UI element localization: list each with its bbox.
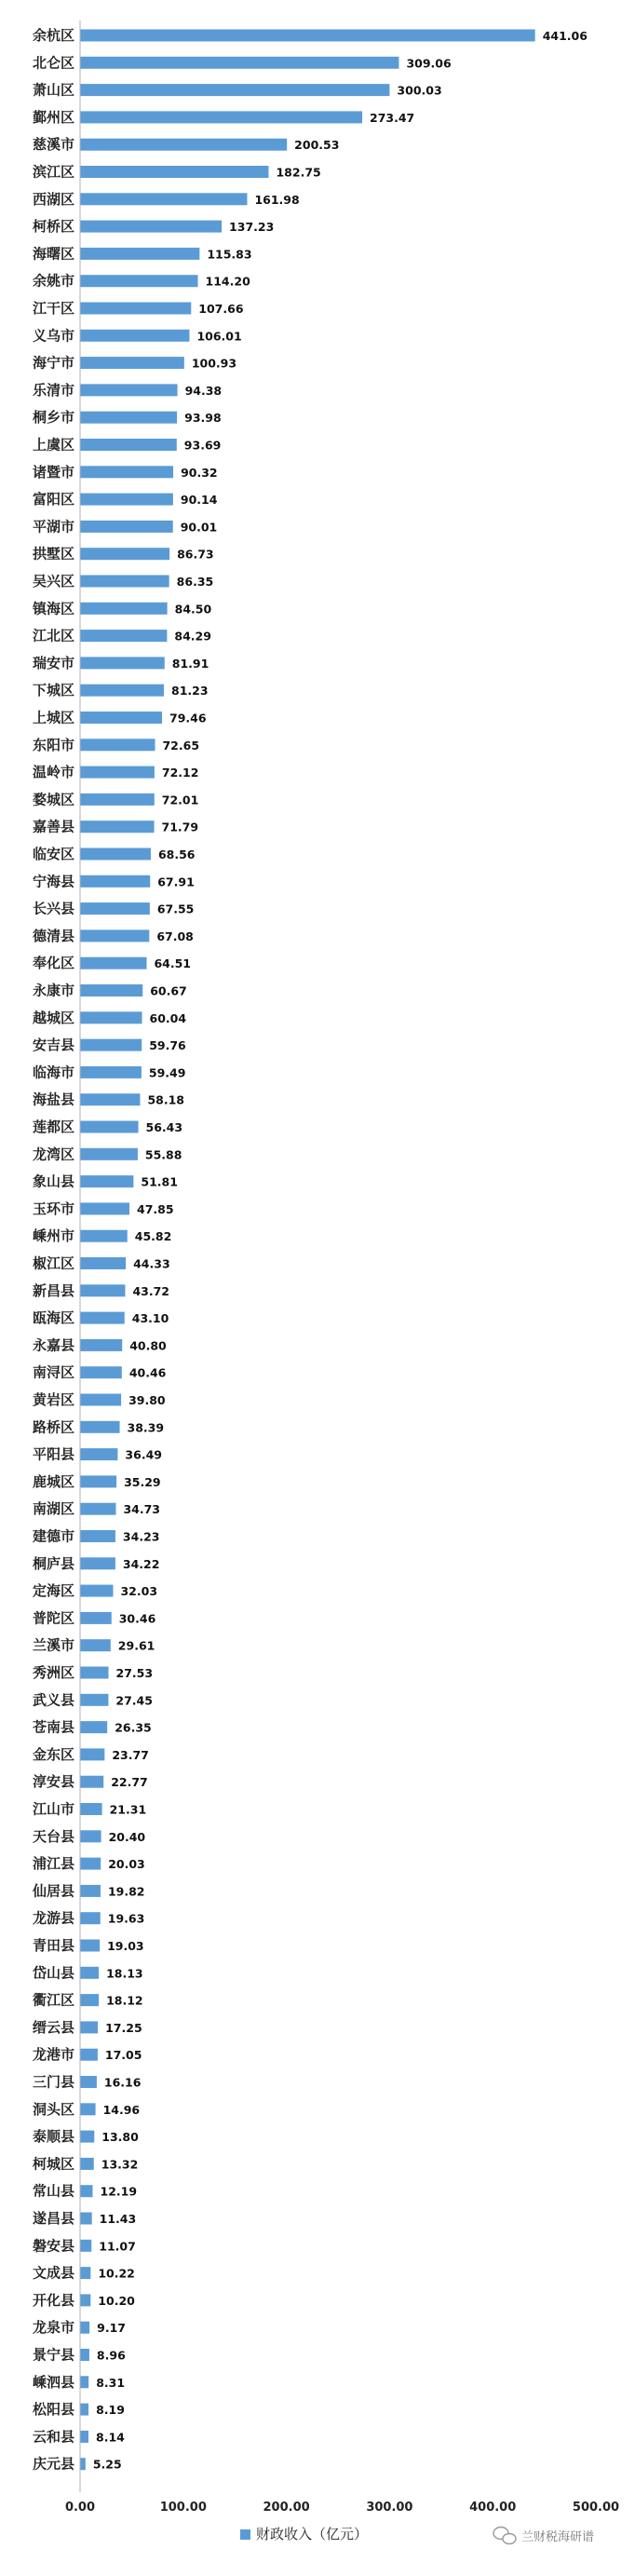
category-label: 嵊泗县 bbox=[32, 2373, 74, 2391]
category-label: 瑞安市 bbox=[32, 654, 74, 671]
value-label: 59.76 bbox=[149, 1038, 186, 1053]
category-label: 庆元县 bbox=[32, 2455, 74, 2473]
category-label: 龙泉市 bbox=[32, 2319, 74, 2337]
category-label: 建德市 bbox=[32, 1527, 74, 1545]
category-label: 永康市 bbox=[32, 982, 74, 999]
bar bbox=[80, 221, 222, 233]
bar bbox=[80, 166, 268, 178]
bar bbox=[80, 139, 287, 151]
value-label: 68.56 bbox=[157, 847, 196, 861]
value-label: 13.80 bbox=[101, 2130, 139, 2145]
x-axis-ticks bbox=[65, 2501, 619, 2515]
bar bbox=[80, 2240, 91, 2252]
bar bbox=[80, 984, 142, 997]
value-label: 161.98 bbox=[254, 192, 300, 207]
category-label: 常山县 bbox=[32, 2182, 74, 2200]
value-label: 19.63 bbox=[107, 1911, 145, 1926]
category-label: 黄岩区 bbox=[32, 1391, 74, 1408]
value-label: 29.61 bbox=[117, 1638, 155, 1653]
value-label: 43.72 bbox=[132, 1283, 169, 1298]
category-label: 松阳县 bbox=[32, 2401, 74, 2419]
category-label: 玉环市 bbox=[32, 1200, 74, 1217]
category-label: 越城区 bbox=[32, 1009, 74, 1026]
bar bbox=[80, 84, 389, 96]
bar bbox=[80, 1530, 115, 1542]
value-label: 9.17 bbox=[97, 2321, 127, 2336]
value-label: 43.10 bbox=[131, 1311, 169, 1326]
bar bbox=[80, 2103, 96, 2115]
value-label: 107.66 bbox=[198, 302, 244, 316]
bar bbox=[80, 2267, 90, 2279]
category-label: 柯城区 bbox=[32, 2155, 74, 2173]
value-label: 86.35 bbox=[176, 575, 214, 589]
bar bbox=[80, 1721, 107, 1733]
bar bbox=[80, 603, 168, 615]
value-label: 60.04 bbox=[149, 1010, 187, 1025]
bar bbox=[80, 330, 189, 342]
value-label: 8.31 bbox=[96, 2375, 126, 2390]
category-label: 海宁市 bbox=[32, 354, 74, 372]
category-label: 上虞区 bbox=[32, 436, 74, 454]
bar bbox=[80, 303, 191, 315]
bar bbox=[80, 1776, 103, 1788]
category-label: 上城区 bbox=[32, 709, 74, 726]
watermark-text: 兰财税海研谱 bbox=[521, 2530, 595, 2544]
legend-label: 财政收入（亿元） bbox=[256, 2526, 369, 2542]
category-label: 永嘉县 bbox=[32, 1336, 74, 1354]
bar bbox=[80, 1312, 125, 1324]
bar bbox=[80, 275, 198, 287]
category-label: 南湖区 bbox=[32, 1500, 74, 1518]
category-label: 瓯海区 bbox=[32, 1309, 74, 1327]
bar bbox=[80, 2021, 98, 2033]
value-label: 5.25 bbox=[92, 2457, 122, 2472]
value-label: 26.35 bbox=[115, 1720, 152, 1735]
category-label: 鹿城区 bbox=[32, 1472, 74, 1490]
bar bbox=[80, 521, 173, 533]
value-label: 40.46 bbox=[128, 1365, 167, 1380]
value-label: 11.43 bbox=[99, 2212, 137, 2226]
bar bbox=[80, 193, 247, 205]
category-label: 江北区 bbox=[32, 627, 74, 644]
value-label: 71.79 bbox=[161, 820, 199, 834]
value-label: 67.55 bbox=[156, 902, 195, 916]
value-label: 30.46 bbox=[118, 1611, 156, 1626]
bar bbox=[80, 548, 169, 560]
bar bbox=[80, 1339, 122, 1351]
value-label: 22.77 bbox=[111, 1775, 148, 1790]
value-label: 182.75 bbox=[276, 165, 321, 180]
bar bbox=[80, 494, 173, 506]
wechat-icon bbox=[493, 2528, 516, 2544]
category-label: 平湖市 bbox=[32, 518, 74, 536]
value-label: 441.06 bbox=[542, 29, 588, 43]
value-label: 137.23 bbox=[229, 220, 275, 235]
bar bbox=[80, 630, 167, 642]
bar bbox=[80, 1858, 101, 1870]
category-label: 海盐县 bbox=[32, 1091, 74, 1108]
x-tick-label: 0.00 bbox=[64, 2501, 96, 2515]
category-label: 鄞州区 bbox=[32, 108, 74, 126]
value-label: 58.18 bbox=[147, 1092, 185, 1107]
category-label: 兰溪市 bbox=[32, 1636, 74, 1654]
value-label: 8.96 bbox=[96, 2348, 126, 2363]
category-label: 龙游县 bbox=[32, 1909, 74, 1927]
category-label: 缙云县 bbox=[32, 2018, 74, 2036]
bar bbox=[80, 766, 155, 779]
bar bbox=[80, 2431, 88, 2443]
value-label: 84.29 bbox=[174, 629, 211, 644]
value-label: 300.03 bbox=[397, 83, 442, 98]
value-label: 200.53 bbox=[294, 138, 340, 153]
bar bbox=[80, 2213, 92, 2225]
category-label: 拱墅区 bbox=[32, 545, 74, 563]
category-label: 婺城区 bbox=[32, 791, 74, 808]
category-label: 浦江县 bbox=[32, 1855, 74, 1873]
bar bbox=[80, 657, 165, 669]
watermark bbox=[493, 2528, 594, 2545]
value-label: 36.49 bbox=[125, 1447, 162, 1462]
bar bbox=[80, 2404, 88, 2416]
bar bbox=[80, 1230, 128, 1242]
bar bbox=[80, 1448, 117, 1460]
value-label: 19.03 bbox=[107, 1939, 144, 1953]
value-label: 47.85 bbox=[137, 1201, 174, 1216]
category-labels bbox=[32, 27, 74, 2473]
value-label: 8.14 bbox=[96, 2430, 125, 2445]
category-label: 金东区 bbox=[32, 1745, 74, 1763]
bar bbox=[80, 1885, 101, 1897]
bar bbox=[80, 2049, 98, 2061]
bar bbox=[80, 2131, 94, 2143]
bar bbox=[80, 1694, 108, 1706]
value-label: 20.40 bbox=[108, 1829, 146, 1844]
bar bbox=[80, 57, 399, 69]
bar bbox=[80, 1940, 100, 1952]
value-label: 72.01 bbox=[161, 793, 199, 807]
category-label: 新昌县 bbox=[32, 1281, 74, 1299]
bar bbox=[80, 439, 177, 451]
value-label: 64.51 bbox=[154, 956, 192, 971]
bar bbox=[80, 1830, 101, 1842]
value-label: 11.07 bbox=[99, 2239, 136, 2254]
bar bbox=[80, 1967, 99, 1979]
bar bbox=[80, 1148, 138, 1160]
bar bbox=[80, 2076, 97, 2088]
value-label: 81.91 bbox=[171, 656, 209, 671]
category-label: 临安区 bbox=[32, 846, 74, 862]
value-label: 17.05 bbox=[104, 2048, 142, 2063]
category-label: 三门县 bbox=[32, 2073, 74, 2091]
category-label: 象山县 bbox=[32, 1173, 74, 1190]
bar bbox=[80, 1639, 111, 1651]
category-label: 安吉县 bbox=[32, 1037, 74, 1054]
value-label: 39.80 bbox=[128, 1393, 166, 1407]
category-label: 磐安县 bbox=[32, 2237, 74, 2255]
bar bbox=[80, 412, 177, 424]
bar bbox=[80, 1994, 99, 2006]
bar bbox=[80, 1394, 121, 1406]
x-tick-label: 400.00 bbox=[469, 2501, 517, 2515]
value-label: 23.77 bbox=[112, 1747, 149, 1762]
value-label: 21.31 bbox=[109, 1802, 147, 1817]
bar bbox=[80, 1011, 142, 1024]
value-label: 94.38 bbox=[184, 383, 223, 398]
value-label: 90.14 bbox=[180, 493, 218, 508]
bar bbox=[80, 1557, 115, 1569]
category-label: 长兴县 bbox=[32, 900, 74, 917]
bar bbox=[80, 685, 164, 697]
bar bbox=[80, 2458, 86, 2470]
category-label: 义乌市 bbox=[32, 327, 74, 345]
category-label: 临海市 bbox=[32, 1064, 74, 1081]
value-label: 18.12 bbox=[106, 1993, 143, 2008]
value-label: 38.39 bbox=[127, 1420, 165, 1435]
category-label: 南浔区 bbox=[32, 1363, 74, 1381]
legend bbox=[240, 2526, 368, 2542]
value-label: 60.67 bbox=[150, 983, 187, 998]
category-label: 龙港市 bbox=[32, 2046, 74, 2064]
category-label: 镇海区 bbox=[32, 600, 74, 617]
value-label: 27.45 bbox=[115, 1693, 153, 1708]
category-label: 江干区 bbox=[32, 300, 74, 317]
value-label: 45.82 bbox=[134, 1229, 172, 1244]
category-label: 下城区 bbox=[32, 682, 74, 699]
category-label: 仙居县 bbox=[32, 1882, 74, 1900]
bar bbox=[80, 1803, 102, 1815]
bar bbox=[80, 466, 173, 478]
value-label: 20.03 bbox=[108, 1857, 145, 1872]
value-label: 51.81 bbox=[141, 1174, 178, 1189]
bar bbox=[80, 111, 362, 123]
bar bbox=[80, 739, 155, 751]
value-label: 17.25 bbox=[105, 2020, 142, 2035]
bar bbox=[80, 1475, 116, 1487]
category-label: 北仑区 bbox=[32, 54, 74, 72]
value-label: 106.01 bbox=[196, 329, 242, 344]
value-label: 100.93 bbox=[191, 356, 237, 371]
category-label: 云和县 bbox=[32, 2428, 74, 2446]
category-label: 岱山县 bbox=[32, 1964, 74, 1982]
bar bbox=[80, 1503, 115, 1515]
bar bbox=[80, 902, 150, 915]
bars-layer bbox=[80, 30, 535, 2471]
value-label: 90.32 bbox=[181, 465, 218, 480]
value-label: 93.69 bbox=[183, 438, 222, 453]
category-label: 德清县 bbox=[32, 927, 74, 944]
category-label: 富阳区 bbox=[32, 491, 74, 508]
value-label: 10.20 bbox=[98, 2293, 135, 2308]
value-label: 34.23 bbox=[122, 1529, 160, 1544]
bar bbox=[80, 712, 162, 724]
bar bbox=[80, 2185, 93, 2197]
category-label: 洞头区 bbox=[32, 2100, 74, 2118]
category-label: 桐乡市 bbox=[32, 409, 74, 427]
bar bbox=[80, 1066, 142, 1078]
bar bbox=[80, 2376, 88, 2388]
bar bbox=[80, 1202, 129, 1214]
bar bbox=[80, 30, 535, 42]
value-label: 72.12 bbox=[161, 766, 199, 780]
bar bbox=[80, 1121, 139, 1133]
bar bbox=[80, 1257, 126, 1269]
value-label: 72.65 bbox=[162, 738, 200, 752]
bar bbox=[80, 1421, 120, 1433]
category-label: 吴兴区 bbox=[32, 573, 74, 590]
category-label: 苍南县 bbox=[32, 1718, 74, 1736]
category-label: 东阳市 bbox=[32, 736, 74, 753]
category-label: 路桥区 bbox=[32, 1418, 74, 1436]
value-label: 84.50 bbox=[174, 602, 212, 617]
value-label: 67.91 bbox=[157, 874, 195, 889]
value-label: 19.82 bbox=[107, 1884, 145, 1899]
bar bbox=[80, 1748, 104, 1760]
category-label: 莲都区 bbox=[32, 1119, 74, 1135]
value-label: 55.88 bbox=[144, 1147, 182, 1162]
value-label: 56.43 bbox=[145, 1120, 183, 1134]
value-label: 67.08 bbox=[156, 929, 194, 943]
value-label: 34.22 bbox=[122, 1556, 160, 1571]
category-label: 萧山区 bbox=[32, 81, 74, 99]
bar bbox=[80, 2322, 89, 2334]
value-label: 44.33 bbox=[133, 1256, 170, 1271]
category-label: 天台县 bbox=[32, 1827, 74, 1845]
category-label: 遂昌县 bbox=[32, 2210, 74, 2227]
category-label: 淳安县 bbox=[32, 1773, 74, 1791]
category-label: 乐清市 bbox=[32, 381, 74, 399]
value-label: 12.19 bbox=[100, 2184, 138, 2199]
category-label: 江山市 bbox=[32, 1800, 74, 1818]
value-label: 27.53 bbox=[115, 1666, 154, 1680]
bar bbox=[80, 357, 184, 369]
category-label: 余姚市 bbox=[32, 272, 74, 290]
category-label: 嘉善县 bbox=[32, 818, 74, 835]
value-label: 10.22 bbox=[98, 2266, 135, 2281]
category-label: 宁海县 bbox=[32, 873, 74, 890]
bar bbox=[80, 2349, 89, 2361]
bar bbox=[80, 576, 169, 588]
category-label: 泰顺县 bbox=[32, 2128, 74, 2146]
category-label: 桐庐县 bbox=[32, 1554, 74, 1572]
value-label: 13.32 bbox=[101, 2157, 139, 2172]
category-label: 青田县 bbox=[32, 1937, 74, 1954]
value-label: 309.06 bbox=[406, 56, 452, 71]
bar bbox=[80, 1585, 113, 1597]
category-label: 滨江区 bbox=[32, 163, 74, 181]
value-label: 90.01 bbox=[180, 520, 218, 535]
value-label: 86.73 bbox=[177, 547, 214, 562]
value-label: 114.20 bbox=[205, 274, 250, 289]
bar bbox=[80, 1912, 101, 1924]
bar bbox=[80, 1284, 125, 1296]
bar bbox=[80, 1039, 142, 1051]
category-label: 普陀区 bbox=[32, 1609, 74, 1627]
category-label: 开化县 bbox=[32, 2291, 74, 2309]
x-tick-label: 100.00 bbox=[159, 2501, 207, 2515]
category-label: 诸暨市 bbox=[32, 463, 74, 481]
value-label: 16.16 bbox=[103, 2075, 142, 2090]
bar bbox=[80, 848, 151, 861]
category-label: 秀洲区 bbox=[32, 1664, 74, 1681]
bar bbox=[80, 957, 146, 969]
x-tick-label: 300.00 bbox=[366, 2501, 413, 2515]
category-label: 文成县 bbox=[32, 2264, 74, 2282]
category-label: 柯桥区 bbox=[32, 218, 74, 236]
category-label: 椒江区 bbox=[32, 1254, 74, 1272]
bar bbox=[80, 1612, 112, 1624]
category-label: 嵊州市 bbox=[32, 1227, 74, 1245]
bar bbox=[80, 820, 155, 833]
value-label: 273.47 bbox=[370, 110, 415, 125]
bar bbox=[80, 929, 149, 942]
value-label: 34.73 bbox=[123, 1502, 161, 1517]
bar bbox=[80, 793, 155, 806]
value-label: 14.96 bbox=[102, 2102, 141, 2117]
value-label: 32.03 bbox=[120, 1584, 158, 1599]
category-label: 余杭区 bbox=[32, 27, 74, 44]
bar bbox=[80, 1175, 133, 1187]
category-label: 武义县 bbox=[32, 1691, 74, 1709]
category-label: 定海区 bbox=[32, 1582, 74, 1600]
x-tick-label: 500.00 bbox=[572, 2501, 620, 2515]
category-label: 奉化区 bbox=[32, 955, 74, 972]
category-label: 温岭市 bbox=[32, 764, 74, 781]
value-label: 79.46 bbox=[169, 711, 207, 725]
bar bbox=[80, 875, 150, 888]
category-label: 海曙区 bbox=[32, 245, 74, 263]
category-label: 景宁县 bbox=[32, 2346, 74, 2364]
bar bbox=[80, 2294, 90, 2306]
value-label: 81.23 bbox=[171, 684, 209, 698]
value-label: 18.13 bbox=[106, 1966, 143, 1981]
value-label: 115.83 bbox=[207, 247, 252, 262]
value-label: 35.29 bbox=[124, 1474, 161, 1489]
value-label: 8.19 bbox=[96, 2403, 125, 2418]
legend-swatch bbox=[240, 2529, 250, 2540]
bar bbox=[80, 2158, 94, 2170]
bar bbox=[80, 1667, 109, 1679]
value-label: 59.49 bbox=[148, 1065, 186, 1080]
value-label: 93.98 bbox=[184, 411, 222, 426]
bar bbox=[80, 248, 199, 260]
bar bbox=[80, 1366, 122, 1378]
bar bbox=[80, 1093, 140, 1105]
bar bbox=[80, 384, 178, 396]
category-label: 西湖区 bbox=[32, 190, 74, 208]
x-tick-label: 200.00 bbox=[263, 2501, 310, 2515]
category-label: 平阳县 bbox=[32, 1445, 74, 1463]
category-label: 龙湾区 bbox=[32, 1146, 74, 1163]
category-label: 慈溪市 bbox=[32, 136, 74, 154]
category-label: 衢江区 bbox=[32, 1991, 74, 2009]
value-label: 40.80 bbox=[129, 1338, 167, 1353]
